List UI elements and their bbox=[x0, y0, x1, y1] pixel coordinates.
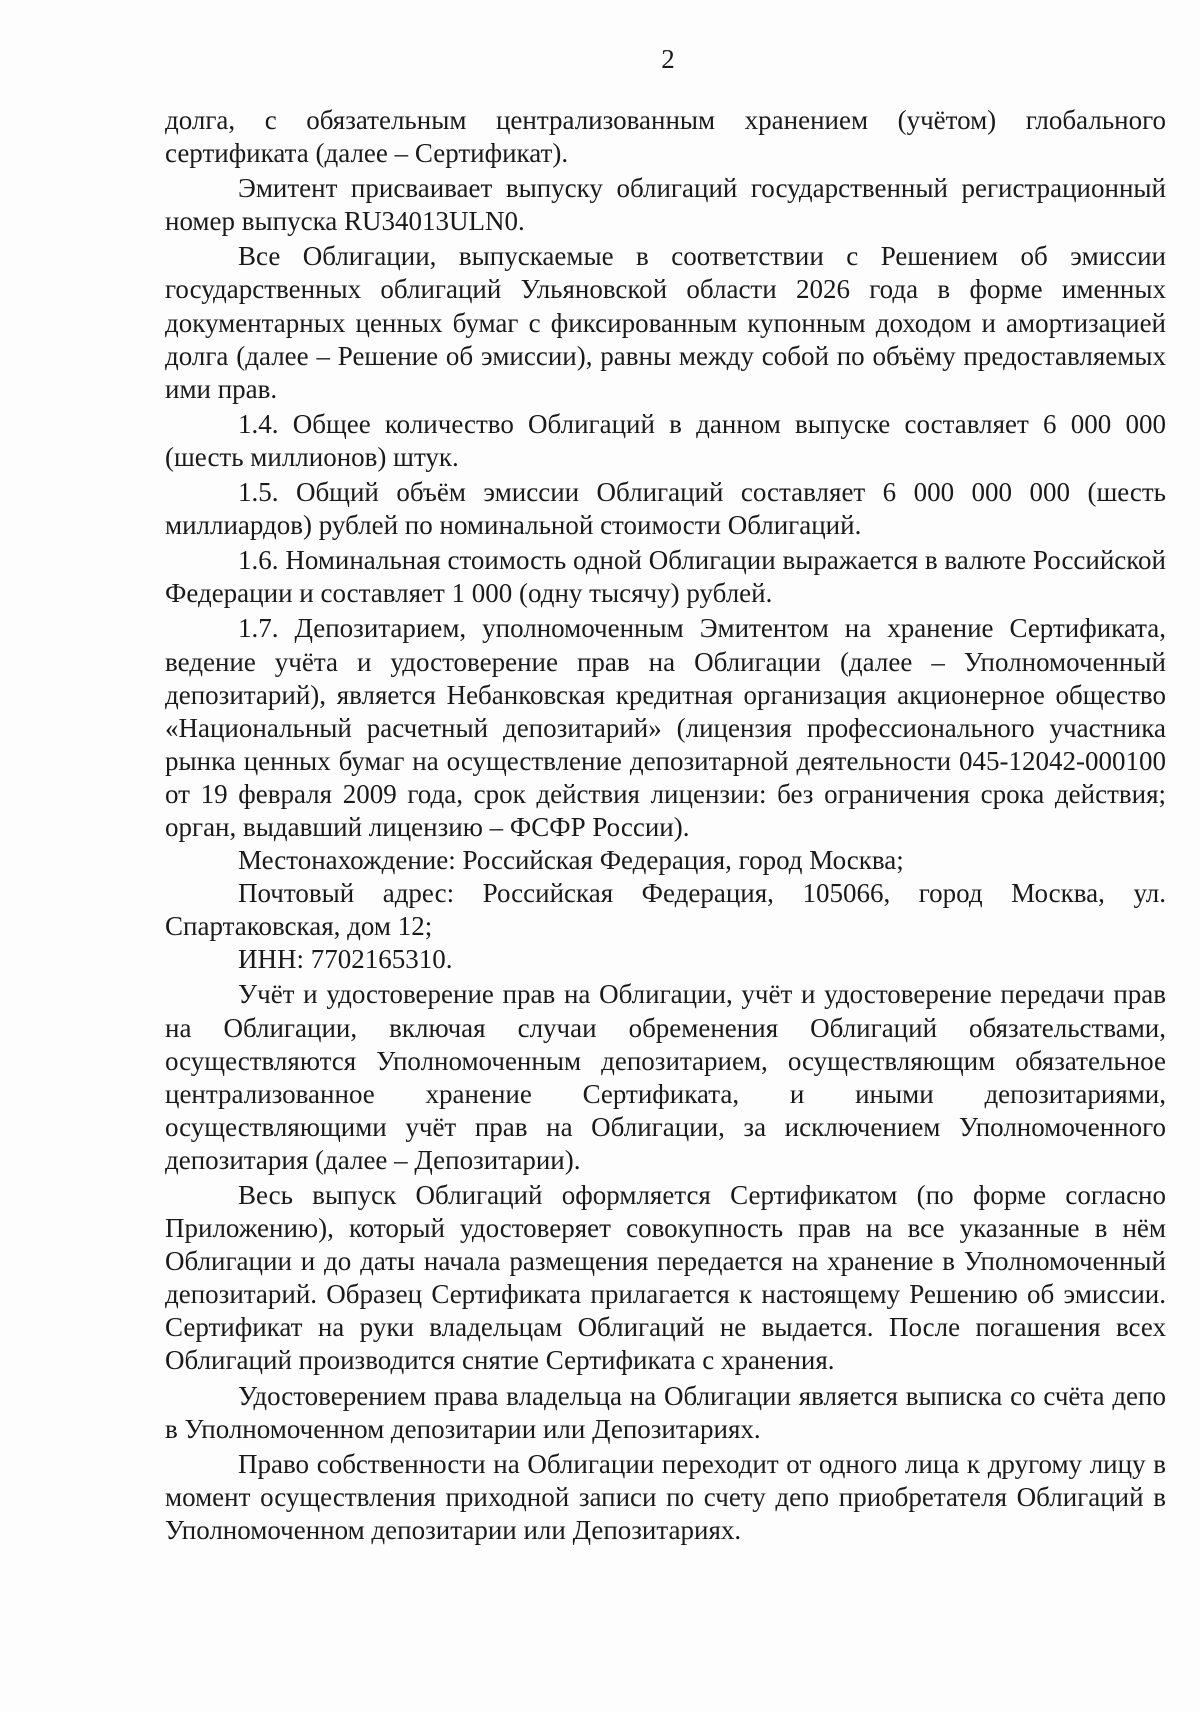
paragraph-1-4-quantity: 1.4. Общее количество Облигаций в данном выпуске составляет 6 000 000 (шесть миллионов) штук. bbox=[165, 408, 1166, 472]
paragraph-continuation: долга, с обязательным централизованным хранением (учётом) глобального сертификата (далее – Сертификат). bbox=[165, 105, 1166, 169]
page-number: 2 bbox=[661, 44, 675, 74]
paragraph-1-7-depositary: 1.7. Депозитарием, уполномоченным Эмитентом на хранение Сертификата, ведение учёта и удостоверение прав на Облигации (далее – Уполномоченный депозитарий), является Небанковская кредитная организация акционерное общество «Национальный расчетный депозитарий» (лицензия профессионального участника рынка ценных бумаг на осуществление депозитарной деятельности 045-12042-000100 от 19 февраля 2009 года, срок действия лицензии: без ограничения срока действия; орган, выдавший лицензию – ФСФР России). bbox=[165, 613, 1166, 842]
paragraph-postal-address: Почтовый адрес: Российская Федерация, 105066, город Москва, ул. Спартаковская, дом 12; bbox=[165, 878, 1166, 942]
paragraph-location: Местонахождение: Российская Федерация, город Москва; bbox=[238, 845, 904, 876]
document-body bbox=[165, 104, 1166, 1547]
paragraph-rights-accounting: Учёт и удостоверение прав на Облигации, учёт и удостоверение передачи прав на Облигации, включая случаи обременения Облигаций обязательствами, осуществляются Уполномоченным депозитарием, осуществляющим обязательное централизованное хранение Сертификата, и иными депозитариями, осуществляющими учёт прав на Облигации, за исключением Уполномоченного депозитария (далее – Депозитарии). bbox=[165, 979, 1166, 1175]
paragraph-certificate: Весь выпуск Облигаций оформляется Сертификатом (по форме согласно Приложению), который удостоверяет совокупность прав на все указанные в нём Облигации и до даты начала размещения передается на хранение в Уполномоченный депозитарий. Образец Сертификата прилагается к настоящему Решению об эмиссии. Сертификат на руки владельцам Облигаций не выдается. После погашения всех Облигаций производится снятие Сертификата с хранения. bbox=[165, 1180, 1166, 1376]
paragraph-1-6-nominal: 1.6. Номинальная стоимость одной Облигации выражается в валюте Российской Федерации и составляет 1 000 (одну тысячу) рублей. bbox=[165, 545, 1166, 609]
paragraph-1-5-volume: 1.5. Общий объём эмиссии Облигаций составляет 6 000 000 000 (шесть миллиардов) рублей по номинальной стоимости Облигаций. bbox=[165, 477, 1166, 541]
paragraph-inn: ИНН: 7702165310. bbox=[238, 944, 453, 975]
paragraph-equal-rights: Все Облигации, выпускаемые в соответствии с Решением об эмиссии государственных облигаций Ульяновской области 2026 года в форме именных документарных ценных бумаг с фиксированным купонным доходом и амортизацией долга (далее – Решение об эмиссии), равны между собой по объёму предоставляемых ими прав. bbox=[165, 241, 1166, 404]
paragraph-ownership-proof: Удостоверением права владельца на Облигации является выписка со счёта депо в Уполномоченном депозитарии или Депозитариях. bbox=[165, 1380, 1166, 1444]
paragraph-registration-number: Эмитент присваивает выпуску облигаций государственный регистрационный номер выпуска RU34013ULN0. bbox=[165, 173, 1166, 237]
paragraph-ownership-transfer: Право собственности на Облигации переходит от одного лица к другому лицу в момент осуществления приходной записи по счету депо приобретателя Облигаций в Уполномоченном депозитарии или Депозитариях. bbox=[165, 1448, 1166, 1545]
